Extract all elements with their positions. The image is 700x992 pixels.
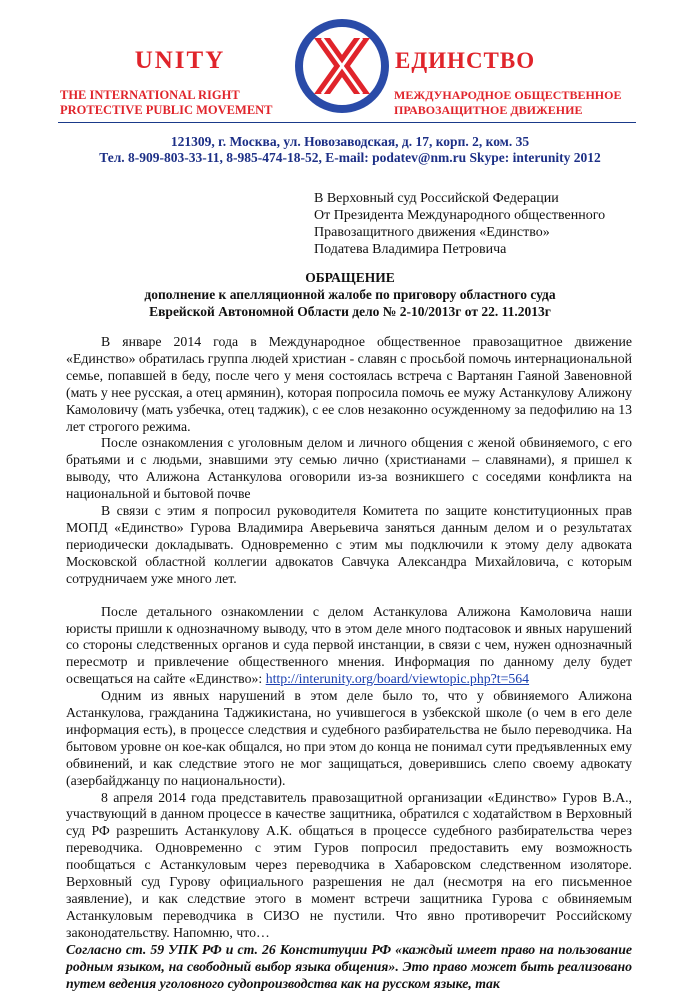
paragraph-4 xyxy=(66,604,632,689)
paragraph-4-text: После детального ознакомлении с делом Астанкулова Алижона Камоловича наши юристы пришли к однозначному выводу, что в этом деле много подтасовок и явных нарушений со стороны следственных органов и суда первой инстанции, в связи с чем, нужен однозначный пересмотр и привлечение общественного мнения. Информация по данному делу будет освещаться на сайте «Единство»: xyxy=(66,603,632,687)
russian-subtitle-line1: МЕЖДУНАРОДНОЕ ОБЩЕСТВЕННОЕ xyxy=(394,88,622,102)
document-title: ОБРАЩЕНИЕ xyxy=(305,270,395,285)
russian-subtitle xyxy=(394,88,621,118)
unity-wordmark: UNITY xyxy=(134,47,226,74)
recipient-line3: Правозащитного движения «Единство» xyxy=(314,225,550,240)
document-subtitle-line1: дополнение к апелляционной жалобе по приговору областного суда xyxy=(144,287,556,302)
unity-wordmark-block xyxy=(60,46,300,76)
english-subtitle-line1: THE INTERNATIONAL RIGHT xyxy=(60,88,240,102)
unity-logo-icon xyxy=(292,16,392,116)
recipient-line1: В Верховный суд Российской Федерации xyxy=(314,191,559,206)
recipient-line4: Податева Владимира Петровича xyxy=(314,242,507,257)
postal-address: 121309, г. Москва, ул. Новозаводская, д. 17, корп. 2, ком. 35 xyxy=(170,134,530,149)
document-subtitle-line2: Еврейской Автономной Области дело № 2-10/2013г от 22. 11.2013г xyxy=(149,304,551,319)
paragraph-1: В январе 2014 года в Международное общественное правозащитное движение «Единство» обратилась группа людей христиан - славян с просьбой помочь интернациональной семье, попавшей в беду, после чего у меня состоялась встреча с Вартанян Гаяной Завеновной (мать у нее русская, а отец армянин), которая попросила помочь ее мужу Астанкулову Алижону Камоловичу (мать узбечка, отец таджик), с ее слов незаконно осужденному за педофилию на 13 лет строгого режима. xyxy=(66,334,632,434)
recipient-line2: От Президента Международного общественного xyxy=(314,208,606,223)
russian-subtitle-line2: ПРАВОЗАЩИТНОЕ ДВИЖЕНИЕ xyxy=(394,103,583,117)
paragraph-3: В связи с этим я попросил руководителя Комитета по защите конституционных прав МОПД «Единство» Гурова Владимира Аверьевича заняться данным делом и о результатах периодически докладывать. Одновременно с этим мы подключили к этому делу адвоката Московской областной коллегии адвокатов Савчука Александра Михайловича, с которым сотрудничаем уже много лет. xyxy=(66,503,632,586)
english-subtitle xyxy=(60,88,273,118)
recipient-block xyxy=(314,190,605,258)
paragraph-6: 8 апреля 2014 года представитель правозащитной организации «Единство» Гуров В.А., участвующий в данном процессе в качестве защитника, обратился с ходатайством в Верховный суд РФ разрешить Астанкулову А.К. общаться в процессе судебного разбирательства через переводчика. Одновременно с этим Гуров попросил предоставить ему возможность пообщаться с Астанкуловым через переводчика в Хабаровском следственном изоляторе. Верховный суд Гурову официального разрешения не дал (несмотря на его письменное заявление), и как следствие этого в момент встречи защитника Гурова с обвиняемым Астанкуловым переводчика в СИЗО не пустили. Что явно противоречит Российскому законодательству. Напомню, что… xyxy=(66,789,632,940)
paragraph-7-legal-quote: Согласно ст. 59 УПК РФ и ст. 26 Конституции РФ «каждый имеет право на пользование родным языком, на свободный выбор языка общения». Это право может быть реализовано путем ведения уголовного судопроизводства как на русском языке, так xyxy=(66,941,632,991)
header-divider xyxy=(58,122,636,123)
english-subtitle-line2: PROTECTIVE PUBLIC MOVEMENT xyxy=(60,103,273,117)
edinstvo-wordmark: ЕДИНСТВО xyxy=(395,48,536,73)
paragraph-2: После ознакомления с уголовным делом и личного общения с женой обвиняемого, с его братьями и с людьми, знавшими эту семью лично (христианами – славянами), я пришел к выводу, что Алижона Астанкулова оговорили из-за возникшего с соседями конфликта на национальной и бытовой почве xyxy=(66,435,632,502)
forum-link[interactable]: http://interunity.org/board/viewtopic.php?t=564 xyxy=(265,671,530,687)
paragraph-5: Одним из явных нарушений в этом деле было то, что у обвиняемого Алижона Астанкулова, гражданина Таджикистана, но учившегося в узбекской школе (о чем в его деле информация есть), в процессе следствия и судебного разбирательства не было переводчика. На бытовом уровне он кое-как общался, но при этом до конца не понимал сути предъявленных ему обвинений, и как следствие этого не мог защищаться, доверившись слепо своему адвокату (азербайджанцу по национальности). xyxy=(66,688,632,788)
letter-body xyxy=(66,334,632,992)
contact-line: Тел. 8-909-803-33-11, 8-985-474-18-52, E-mail: podatev@nm.ru Skype: interunity 2012 xyxy=(99,150,601,165)
